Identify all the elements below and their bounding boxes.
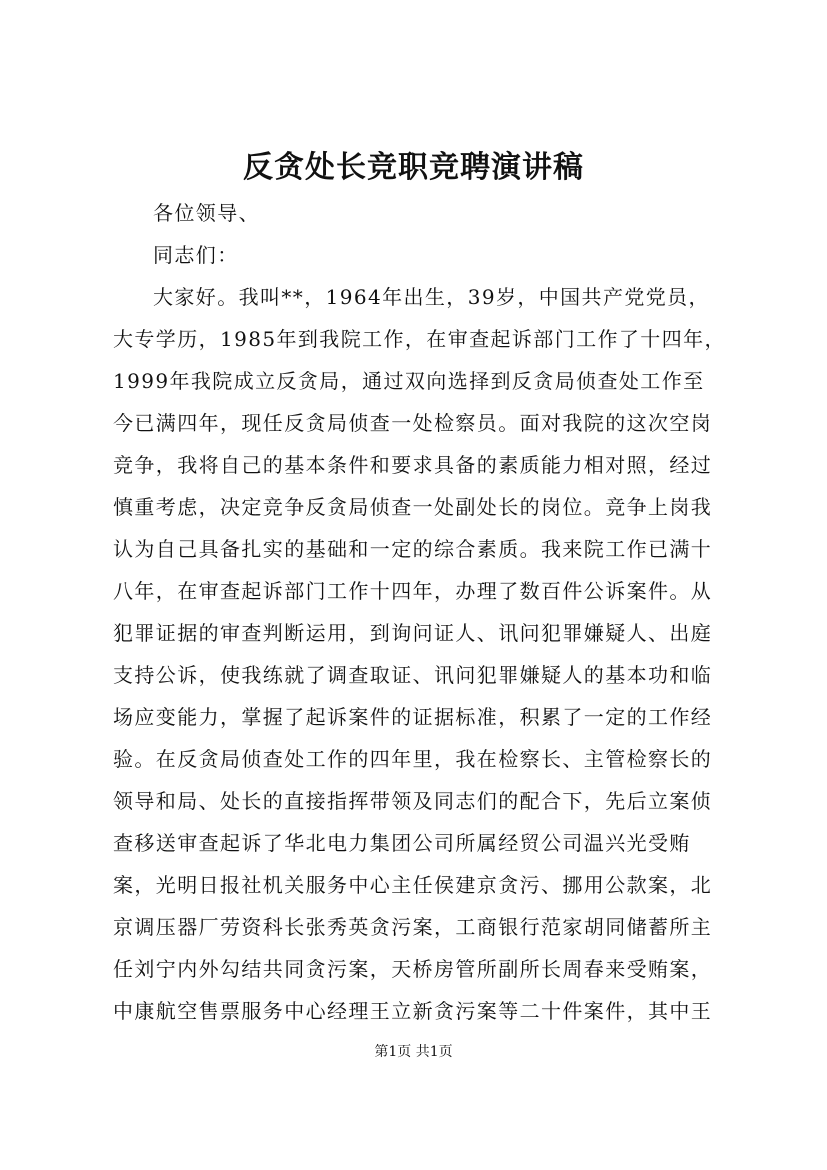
- body-line: 今已满四年，现任反贪局侦查一处检察员。面对我院的这次空岗: [113, 411, 713, 435]
- salutation-leaders: 各位领导、: [153, 201, 260, 225]
- body-line: 犯罪证据的审查判断运用，到询问证人、讯问犯罪嫌疑人、出庭: [113, 621, 713, 645]
- body-line: 八年，在审查起诉部门工作十四年，办理了数百件公诉案件。从: [113, 579, 713, 603]
- body-line: 大家好。我叫**，1964年出生，39岁，中国共产党党员，: [153, 285, 710, 309]
- body-line: 支持公诉，使我练就了调查取证、讯问犯罪嫌疑人的基本功和临: [113, 663, 713, 687]
- body-line: 案，光明日报社机关服务中心主任侯建京贪污、挪用公款案，北: [113, 873, 713, 897]
- body-line: 1999年我院成立反贪局，通过双向选择到反贪局侦查处工作至: [113, 369, 705, 393]
- body-line: 竞争，我将自己的基本条件和要求具备的素质能力相对照，经过: [113, 453, 713, 477]
- body-line: 查移送审查起诉了华北电力集团公司所属经贸公司温兴光受贿: [113, 831, 691, 855]
- body-line: 慎重考虑，决定竞争反贪局侦查一处副处长的岗位。竞争上岗我: [113, 495, 713, 519]
- body-line: 验。在反贪局侦查处工作的四年里，我在检察长、主管检察长的: [113, 747, 713, 771]
- body-line: 领导和局、处长的直接指挥带领及同志们的配合下，先后立案侦: [113, 789, 713, 813]
- body-line: 认为自己具备扎实的基础和一定的综合素质。我来院工作已满十: [113, 537, 713, 561]
- body-line: 任刘宁内外勾结共同贪污案，天桥房管所副所长周春来受贿案，: [113, 957, 713, 981]
- body-line: 中康航空售票服务中心经理王立新贪污案等二十件案件，其中王: [113, 999, 713, 1023]
- page-number-footer: 第1页 共1页: [374, 1044, 453, 1060]
- body-line: 场应变能力，掌握了起诉案件的证据标准，积累了一定的工作经: [113, 705, 713, 729]
- body-line: 京调压器厂劳资科长张秀英贪污案，工商银行范家胡同储蓄所主: [113, 915, 713, 939]
- document-title: 反贪处长竞职竞聘演讲稿: [243, 150, 584, 185]
- salutation-comrades: 同志们：: [153, 243, 239, 267]
- body-line: 大专学历，1985年到我院工作，在审查起诉部门工作了十四年，: [113, 327, 726, 351]
